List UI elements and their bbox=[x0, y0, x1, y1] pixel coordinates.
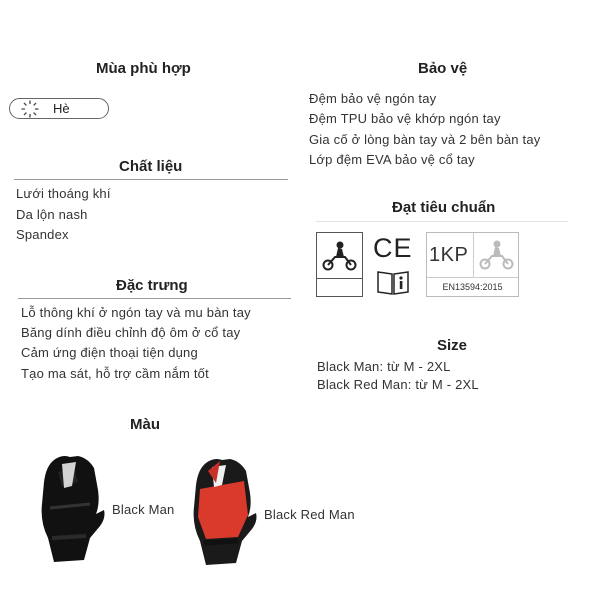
standard-divider bbox=[316, 221, 568, 222]
ce-mark: CE bbox=[373, 233, 413, 263]
protection-item: Đệm bảo vệ ngón tay bbox=[309, 91, 437, 106]
colors-heading: Màu bbox=[130, 416, 160, 433]
feature-item: Băng dính điều chỉnh độ ôm ở cổ tay bbox=[21, 325, 241, 340]
protection-item: Đệm TPU bảo vệ khớp ngón tay bbox=[309, 111, 501, 126]
material-divider bbox=[14, 179, 288, 180]
standard-norm: EN13594:2015 bbox=[442, 282, 503, 292]
size-heading: Size bbox=[437, 337, 468, 354]
black-red-glove-image bbox=[186, 455, 258, 567]
protection-item: Lớp đệm EVA bảo vệ cổ tay bbox=[309, 152, 475, 167]
protection-heading: Bảo vệ bbox=[418, 60, 468, 77]
manual-info-icon bbox=[376, 268, 410, 296]
size-item: Black Man: từ M - 2XL bbox=[317, 359, 451, 374]
material-item: Lưới thoáng khí bbox=[16, 186, 111, 201]
feature-item: Cảm ứng điện thoại tiện dụng bbox=[21, 345, 198, 360]
material-heading: Chất liệu bbox=[119, 158, 183, 175]
feature-item: Tạo ma sát, hỗ trợ cầm nắm tốt bbox=[21, 366, 209, 381]
season-heading: Mùa phù hợp bbox=[96, 60, 191, 77]
protection-item: Gia cố ở lòng bàn tay và 2 bên bàn tay bbox=[309, 132, 541, 147]
sun-icon bbox=[20, 100, 40, 118]
standard-heading: Đạt tiêu chuẩn bbox=[392, 199, 496, 216]
size-item: Black Red Man: từ M - 2XL bbox=[317, 377, 479, 392]
features-heading: Đặc trưng bbox=[116, 277, 188, 294]
motorcyclist-icon bbox=[317, 233, 362, 278]
material-item: Da lộn nash bbox=[16, 207, 88, 222]
features-divider bbox=[18, 298, 291, 299]
season-badge bbox=[9, 98, 109, 119]
motorcyclist-level-icon bbox=[474, 233, 519, 277]
motorcycle-pictogram-box bbox=[316, 232, 363, 297]
color-label-black-red-man: Black Red Man bbox=[264, 507, 355, 522]
black-glove-image bbox=[34, 452, 106, 564]
color-label-black-man: Black Man bbox=[112, 502, 175, 517]
season-value: Hè bbox=[53, 101, 70, 116]
material-item: Spandex bbox=[16, 227, 69, 242]
level-label: 1KP bbox=[429, 244, 469, 266]
level-standard-box bbox=[426, 232, 519, 297]
feature-item: Lỗ thông khí ở ngón tay và mu bàn tay bbox=[21, 305, 251, 320]
